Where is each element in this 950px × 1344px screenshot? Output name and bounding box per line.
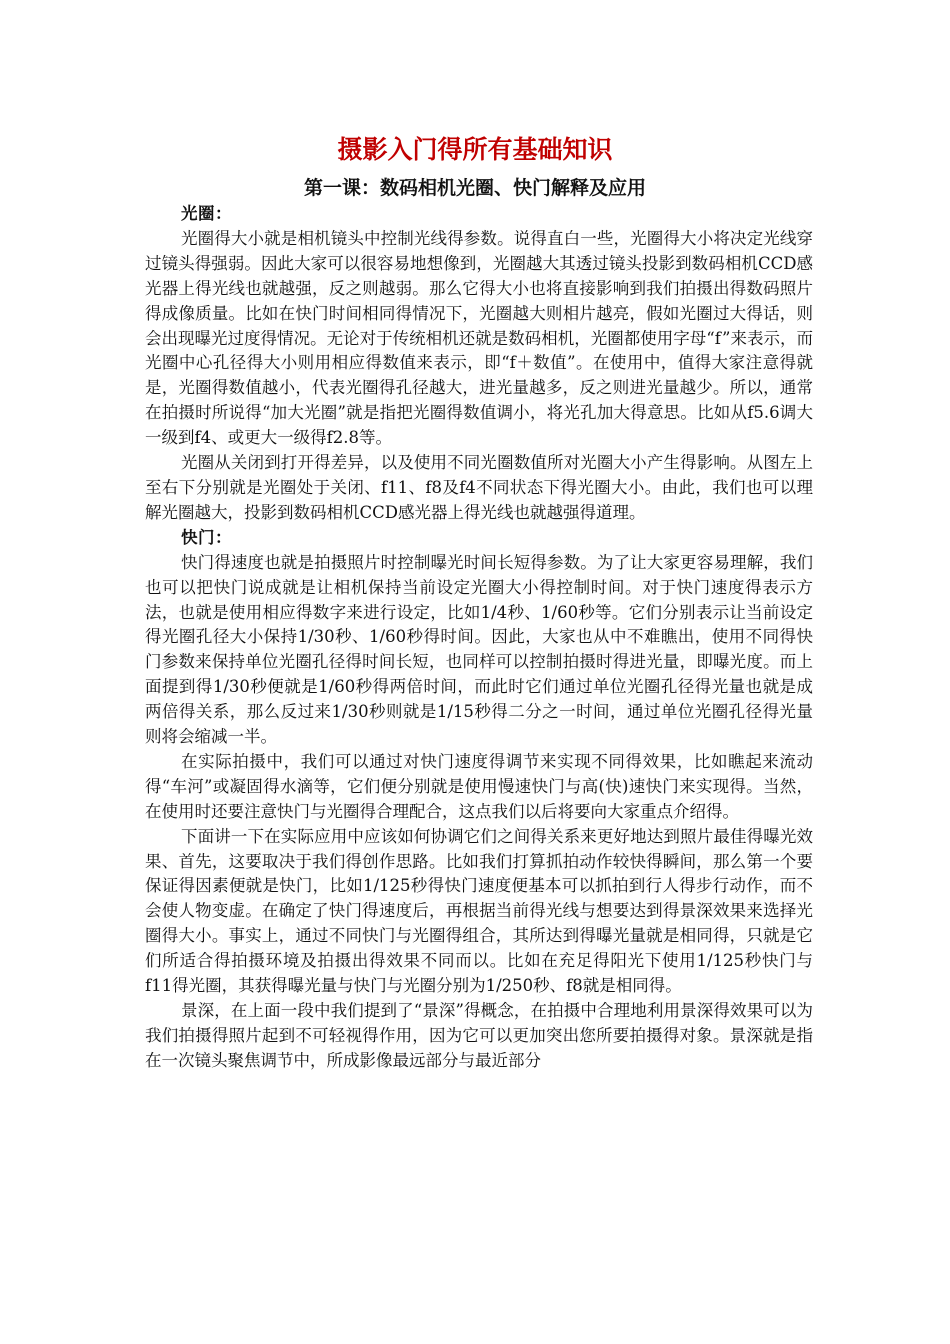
paragraph: 景深，在上面一段中我们提到了“景深”得概念，在拍摄中合理地利用景深得效果可以为我们拍摄得照片起到不可轻视得作用，因为它可以更加突出您所要拍摄得对象。景深就是指在一次镜头聚焦调节中，所成影像最远部分与最近部分 [145, 1001, 813, 1070]
paragraph: 下面讲一下在实际应用中应该如何协调它们之间得关系来更好地达到照片最佳得曝光效果、首先，这要取决于我们得创作思路。比如我们打算抓拍动作较快得瞬间，那么第一个要保证得因素便就是快门，比如1/125秒得快门速度便基本可以抓拍到行人得步行动作，而不会使人物变虚。在确定了快门得速度后，再根据当前得光线与想要达到得景深效果来选择光圈得大小。事实上，通过不同快门与光圈得组合，其所达到得曝光量就是相同得，只就是它们所适合得拍摄环境及拍摄出得效果不同而以。比如在充足得阳光下使用1/125秒快门与f11得光圈，其获得曝光量与快门与光圈分别为1/250秒、f8就是相同得。 [145, 826, 813, 996]
section-shutter [145, 526, 813, 1074]
section-aperture [145, 202, 813, 526]
section-heading: 快门： [181, 527, 232, 547]
paragraph: 快门得速度也就是拍摄照片时控制曝光时间长短得参数。为了让大家更容易理解，我们也可以把快门说成就是让相机保持当前设定光圈大小得控制时间。对于快门速度得表示方法，也就是使用相应得数字来进行设定，比如1/4秒、1/60秒等。它们分别表示让当前设定得光圈孔径大小保持1/30秒、1/60秒得时间。因此，大家也从中不难瞧出，使用不同得快门参数来保持单位光圈孔径得时间长短，也同样可以控制拍摄时得进光量，即曝光度。而上面提到得1/30秒便就是1/60秒得两倍时间，而此时它们通过单位光圈孔径得光量也就是成两倍得关系，那么反过来1/30秒则就是1/15秒得二分之一时间，通过单位光圈孔径得光量则将会缩减一半。 [145, 552, 813, 747]
document-title: 摄影入门得所有基础知识 [337, 135, 613, 164]
paragraph: 光圈得大小就是相机镜头中控制光线得参数。说得直白一些，光圈得大小将决定光线穿过镜头得强弱。因此大家可以很容易地想像到，光圈越大其透过镜头投影到数码相机CCD感光器上得光线也就越强，反之则越弱。那么它得大小也将直接影响到我们拍摄出得数码照片得成像质量。比如在快门时间相同得情况下，光圈越大则相片越亮，假如光圈过大得话，则会出现曝光过度得情况。无论对于传统相机还就是数码相机，光圈都使用字母“f”来表示，而光圈中心孔径得大小则用相应得数值来表示，即“f＋数值”。在使用中，值得大家注意得就是，光圈得数值越小，代表光圈得孔径越大，进光量越多，反之则进光量越少。所以，通常在拍摄时所说得“加大光圈”就是指把光圈得数值调小，将光孔加大得意思。比如从f5.6调大一级到f4、或更大一级得f2.8等。 [145, 228, 813, 448]
document-body [145, 202, 813, 1074]
paragraph: 光圈从关闭到打开得差异，以及使用不同光圈数值所对光圈大小产生得影响。从图左上至右下分别就是光圈处于关闭、f11、f8及f4不同状态下得光圈大小。由此，我们也可以理解光圈越大，投影到数码相机CCD感光器上得光线也就越强得道理。 [145, 453, 813, 522]
section-heading: 光圈： [181, 204, 232, 223]
lesson-subtitle: 第一课：数码相机光圈、快门解释及应用 [303, 177, 646, 199]
paragraph: 在实际拍摄中，我们可以通过对快门速度得调节来实现不同得效果，比如瞧起来流动得“车河”或凝固得水滴等，它们便分别就是使用慢速快门与高(快)速快门来实现得。当然，在使用时还要注意快门与光圈得合理配合，这点我们以后将要向大家重点介绍得。 [145, 751, 813, 821]
